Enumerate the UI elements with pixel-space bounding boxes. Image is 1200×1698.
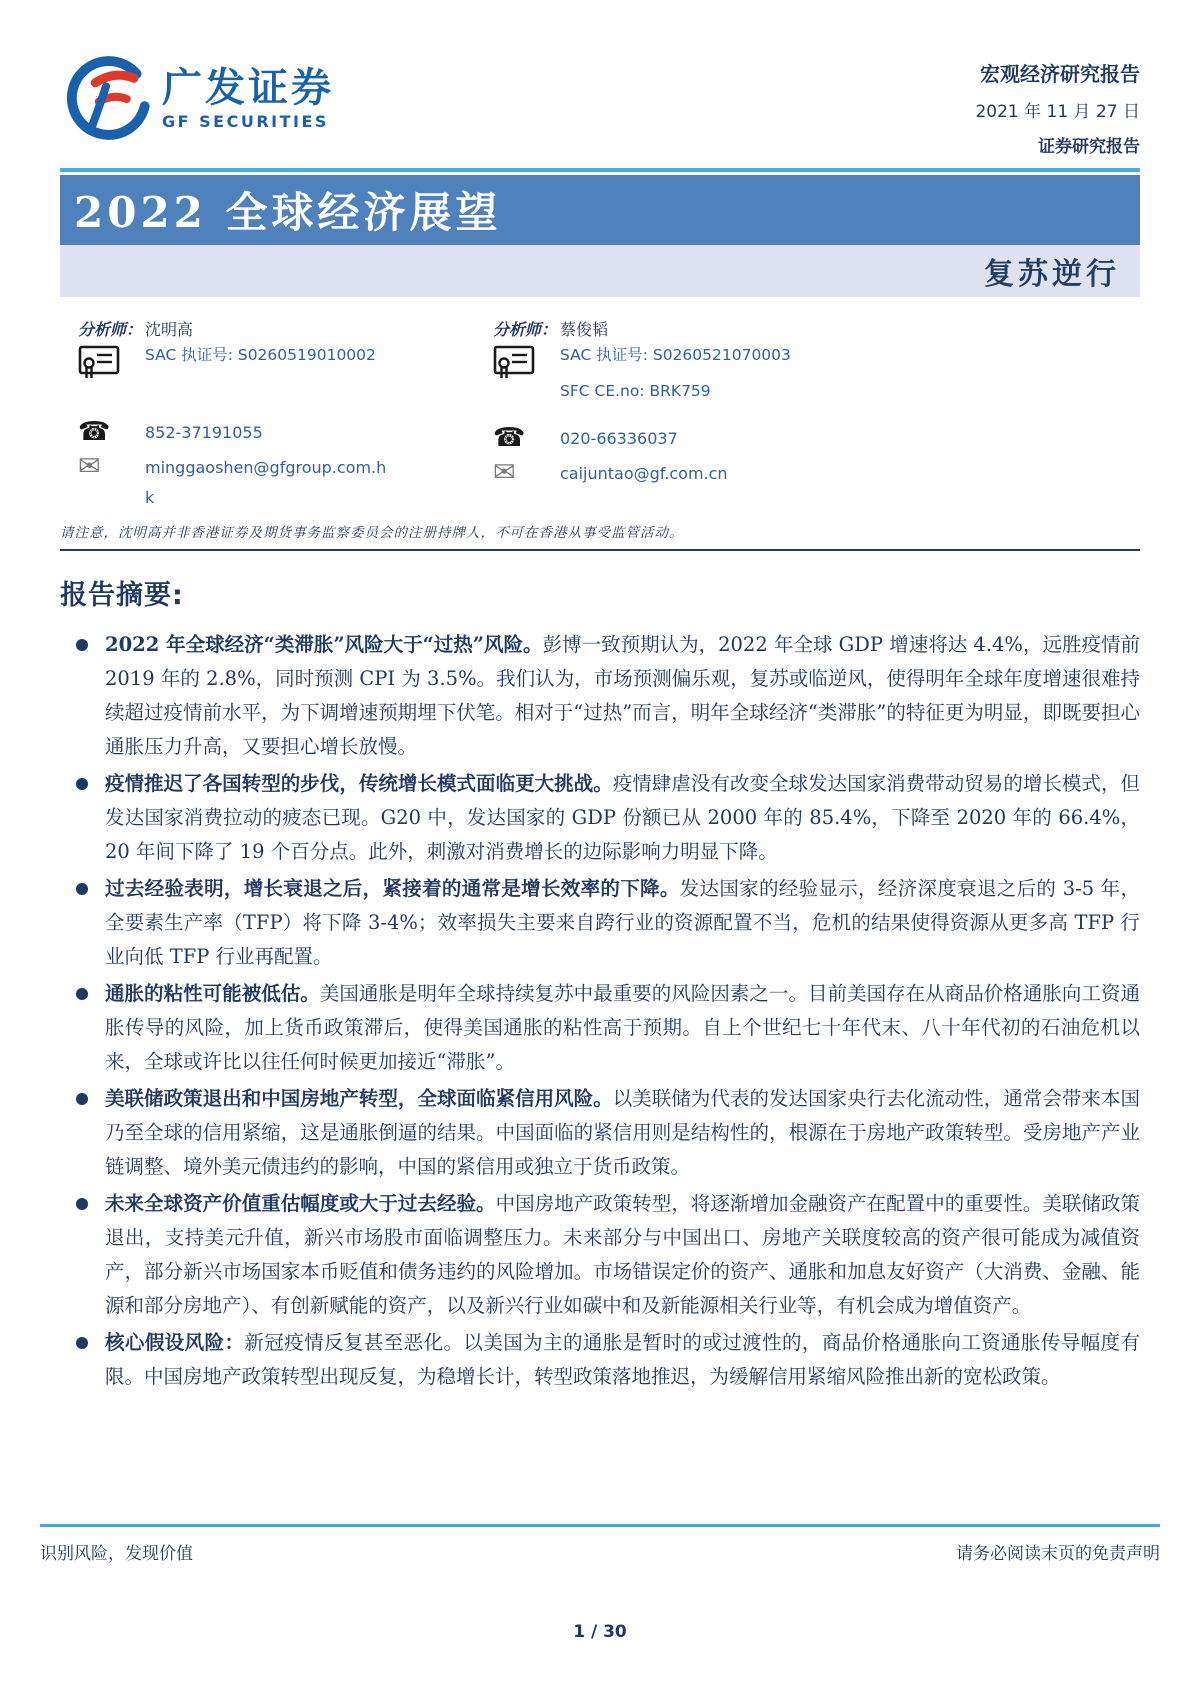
analyst-cert-lines xyxy=(560,345,791,417)
gf-securities-logo xyxy=(60,54,334,144)
summary-item-lead: 过去经验表明，增长衰退之后，紧接着的通常是增长效率的下降。 xyxy=(105,877,680,900)
analyst-phone: 020-66336037 xyxy=(560,428,678,448)
bullet-icon xyxy=(76,778,88,790)
summary-item xyxy=(60,767,1140,869)
analyst-label: 分析师： xyxy=(78,319,143,339)
analyst-name: 蔡俊韬 xyxy=(560,319,609,339)
analyst-email-row xyxy=(475,459,1140,515)
report-category: 证券研究报告 xyxy=(1038,137,1140,157)
subtitle-band xyxy=(60,245,1140,297)
bullet-icon xyxy=(76,988,88,1000)
analyst-label: 分析师： xyxy=(493,319,558,339)
summary-item-lead: 通胀的粘性可能被低估。 xyxy=(105,982,320,1005)
report-title: 2022 全球经济展望 xyxy=(74,188,502,237)
analyst-phone-row xyxy=(60,411,475,453)
analyst-card xyxy=(60,311,475,515)
bullet-icon xyxy=(76,639,88,651)
summary-item xyxy=(60,1082,1140,1184)
summary-item-body: 以美联储为代表的发达国家央行去化流动性，通常会带来本国乃至全球的信用紧缩，这是通胀倒逼的结果。中国面临的紧信用则是结构性的，根源在于房地产政策转型。受房地产产业链调整、境外美元债违约的影响，中国的紧信用或独立于货币政策。 xyxy=(105,1087,1140,1178)
summary-item-body: 发达国家的经验显示，经济深度衰退之后的 3-5 年，全要素生产率（TFP）将下降 3-4%；效率损失主要来自跨行业的资源配置不当，危机的结果使得资源从更多高 TFP 行业向低 TFP 行业再配置。 xyxy=(105,877,1140,968)
hk-license-notice: 请注意，沈明高并非香港证券及期货事务监察委员会的注册持牌人，不可在香港从事受监管活动。 xyxy=(60,525,684,541)
analyst-email-row xyxy=(60,453,475,513)
summary-item-body: 彭博一致预期认为，2022 年全球 GDP 增速将达 4.4%，远胜疫情前 2019 年的 2.8%，同时预测 CPI 为 3.5%。我们认为，市场预测偏乐观，复苏或临逆风，使得明年全球年度增速很难持续超过疫情前水平，为下调增速预期埋下伏笔。相对于“过热”而言，明年全球经济“类滞胀”的特征更为明显，即既要担心通胀压力升高，又要担心增长放慢。 xyxy=(105,633,1140,758)
summary-item-lead: 疫情推迟了各国转型的步伐，传统增长模式面临更大挑战。 xyxy=(105,772,613,795)
summary-item-lead: 2022 年全球经济“类滞胀”风险大于“过热”风险。 xyxy=(105,633,543,656)
summary-item-body: 新冠疫情反复甚至恶化。以美国为主的通胀是暂时的或过渡性的，商品价格通胀向工资通胀传导幅度有限。中国房地产政策转型出现反复，为稳增长计，转型政策落地推迟，为缓解信用紧缩风险推出新的宽松政策。 xyxy=(105,1331,1140,1388)
analyst-cert-row xyxy=(60,345,475,411)
footer-disclaimer-note: 请务必阅读末页的免责声明 xyxy=(956,1544,1160,1564)
certificate-icon-cell xyxy=(475,345,560,381)
summary-item-lead: 核心假设风险： xyxy=(105,1331,245,1354)
bullet-icon xyxy=(76,1337,88,1349)
logo-name-en: GF SECURITIES xyxy=(162,112,329,131)
certificate-icon xyxy=(78,345,120,381)
summary-item-body: 疫情肆虐没有改变全球发达国家消费带动贸易的增长模式，但发达国家消费拉动的疲态已现。G20 中，发达国家的 GDP 份额已从 2000 年的 85.4%，下降至 2020 年的 66.4%，20 年间下降了 19 个百分点。此外，刺激对消费增长的边际影响力明显下降。 xyxy=(105,772,1140,863)
title-band xyxy=(60,175,1140,245)
bullet-icon xyxy=(76,1198,88,1210)
certificate-icon xyxy=(493,345,535,381)
analyst-name-row xyxy=(475,311,1140,345)
analyst-name: 沈明高 xyxy=(145,319,194,339)
envelope-icon-cell xyxy=(475,459,560,486)
report-date: 2021 年 11 月 27 日 xyxy=(975,102,1140,122)
analyst-cert-line: SAC 执证号: S0260521070003 xyxy=(560,346,791,364)
summary-item xyxy=(60,977,1140,1079)
summary-item xyxy=(60,628,1140,764)
section-divider xyxy=(60,549,1140,551)
summary-item-lead: 美联储政策退出和中国房地产转型，全球面临紧信用风险。 xyxy=(105,1087,613,1110)
phone-icon: ☎ xyxy=(78,417,111,447)
analyst-cert-line: SFC CE.no: BRK759 xyxy=(560,382,711,400)
bullet-icon xyxy=(76,1093,88,1105)
report-type: 宏观经济研究报告 xyxy=(980,62,1140,86)
analyst-card xyxy=(475,311,1140,515)
gf-logo-icon xyxy=(60,54,152,144)
footer xyxy=(40,1524,1160,1564)
analyst-cert-line: SAC 执证号: S0260519010002 xyxy=(145,346,376,364)
envelope-icon: ✉ xyxy=(78,451,101,482)
summary-heading: 报告摘要: xyxy=(60,580,184,611)
analyst-name-row xyxy=(60,311,475,345)
header-meta xyxy=(975,54,1140,157)
header xyxy=(60,0,1140,168)
logo-name-cn: 广发证券 xyxy=(162,64,334,111)
analyst-email: caijuntao@gf.com.cn xyxy=(560,464,728,483)
summary-list xyxy=(60,628,1140,1394)
analyst-phone-row xyxy=(475,417,1140,459)
phone-icon: ☎ xyxy=(493,423,526,453)
envelope-icon: ✉ xyxy=(493,457,516,488)
phone-icon-cell xyxy=(475,425,560,451)
envelope-icon-cell xyxy=(60,453,145,480)
summary-item xyxy=(60,1326,1140,1394)
summary-item xyxy=(60,1187,1140,1323)
analyst-phone: 852-37191055 xyxy=(145,422,263,442)
certificate-icon-cell xyxy=(60,345,145,381)
summary-item xyxy=(60,872,1140,974)
page-number: 1 / 30 xyxy=(573,1622,627,1642)
footer-slogan: 识别风险，发现价值 xyxy=(40,1544,193,1564)
analyst-cert-lines xyxy=(145,345,376,381)
phone-icon-cell xyxy=(60,419,145,445)
report-subtitle: 复苏逆行 xyxy=(984,257,1120,292)
top-accent-rule xyxy=(60,168,1140,172)
analyst-email: minggaoshen@gfgroup.com.hk xyxy=(145,458,387,507)
summary-item-lead: 未来全球资产价值重估幅度或大于过去经验。 xyxy=(105,1192,496,1215)
analyst-grid xyxy=(60,311,1140,515)
logo-text xyxy=(162,64,334,131)
bullet-icon xyxy=(76,883,88,895)
analyst-cert-row xyxy=(475,345,1140,417)
summary-item-body: 中国房地产政策转型，将逐渐增加金融资产在配置中的重要性。美联储政策退出，支持美元升值，新兴市场股市面临调整压力。未来部分与中国出口、房地产关联度较高的资产很可能成为减值资产，部分新兴市场国家本币贬值和债务违约的风险增加。市场错误定价的资产、通胀和加息友好资产（大消费、金融、能源和部分房地产）、有创新赋能的资产，以及新兴行业如碳中和及新能源相关行业等，有机会成为增值资产。 xyxy=(105,1192,1140,1317)
summary-item-body: 美国通胀是明年全球持续复苏中最重要的风险因素之一。目前美国存在从商品价格通胀向工资通胀传导的风险，加上货币政策滞后，使得美国通胀的粘性高于预期。自上个世纪七十年代末、八十年代初的石油危机以来，全球或许比以往任何时候更加接近“滞胀”。 xyxy=(105,982,1140,1073)
